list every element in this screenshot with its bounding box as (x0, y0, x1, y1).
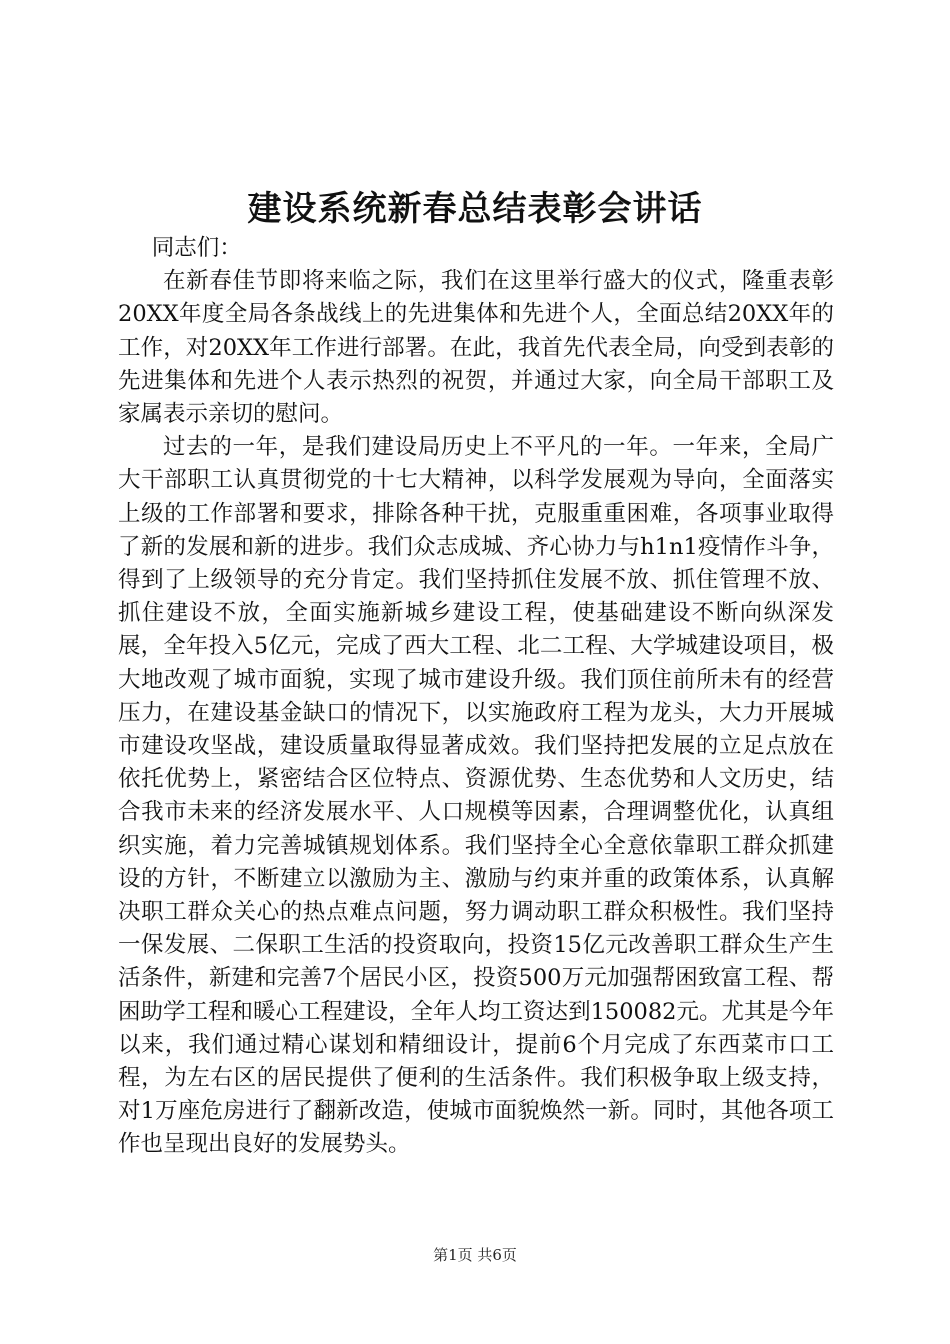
salutation: 同志们： (151, 235, 242, 261)
page-number-footer: 第1页 共6页 (433, 1246, 517, 1264)
document-body (118, 232, 834, 1162)
document-title: 建设系统新春总结表彰会讲话 (247, 189, 703, 229)
body-paragraph: 在新春佳节即将来临之际，我们在这里举行盛大的仪式，隆重表彰20XX年度全局各条战线上的先进集体和先进个人，全面总结20XX年的工作，对20XX年工作进行部署。在此，我首先代表全局，向受到表彰的先进集体和先进个人表示热烈的祝贺，并通过大家，向全局干部职工及家属表示亲切的慰问。 (118, 268, 834, 428)
body-paragraph: 过去的一年，是我们建设局历史上不平凡的一年。一年来，全局广大干部职工认真贯彻党的十七大精神，以科学发展观为导向，全面落实上级的工作部署和要求，排除各种干扰，克服重重困难，各项事业取得了新的发展和新的进步。我们众志成城、齐心协力与h1n1疫情作斗争，得到了上级领导的充分肯定。我们坚持抓住发展不放、抓住管理不放、抓住建设不放，全面实施新城乡建设工程，使基础建设不断向纵深发展，全年投入5亿元，完成了西大工程、北二工程、大学城建设项目，极大地改观了城市面貌，实现了城市建设升级。我们顶住前所未有的经营压力，在建设基金缺口的情况下，以实施政府工程为龙头，大力开展城市建设攻坚战，建设质量取得显著成效。我们坚持把发展的立足点放在依托优势上，紧密结合区位特点、资源优势、生态优势和人文历史，结合我市未来的经济发展水平、人口规模等因素，合理调整优化，认真组织实施，着力完善城镇规划体系。我们坚持全心全意依靠职工群众抓建设的方针，不断建立以激励为主、激励与约束并重的政策体系，认真解决职工群众关心的热点难点问题，努力调动职工群众积极性。我们坚持一保发展、二保职工生活的投资取向，投资15亿元改善职工群众生产生活条件，新建和完善7个居民小区，投资500万元加强帮困致富工程、帮困助学工程和暖心工程建设，全年人均工资达到150082元。尤其是今年以来，我们通过精心谋划和精细设计，提前6个月完成了东西菜市口工程，为左右区的居民提供了便利的生活条件。我们积极争取上级支持，对1万座危房进行了翻新改造，使城市面貌焕然一新。同时，其他各项工作也呈现出良好的发展势头。 (118, 434, 834, 1158)
